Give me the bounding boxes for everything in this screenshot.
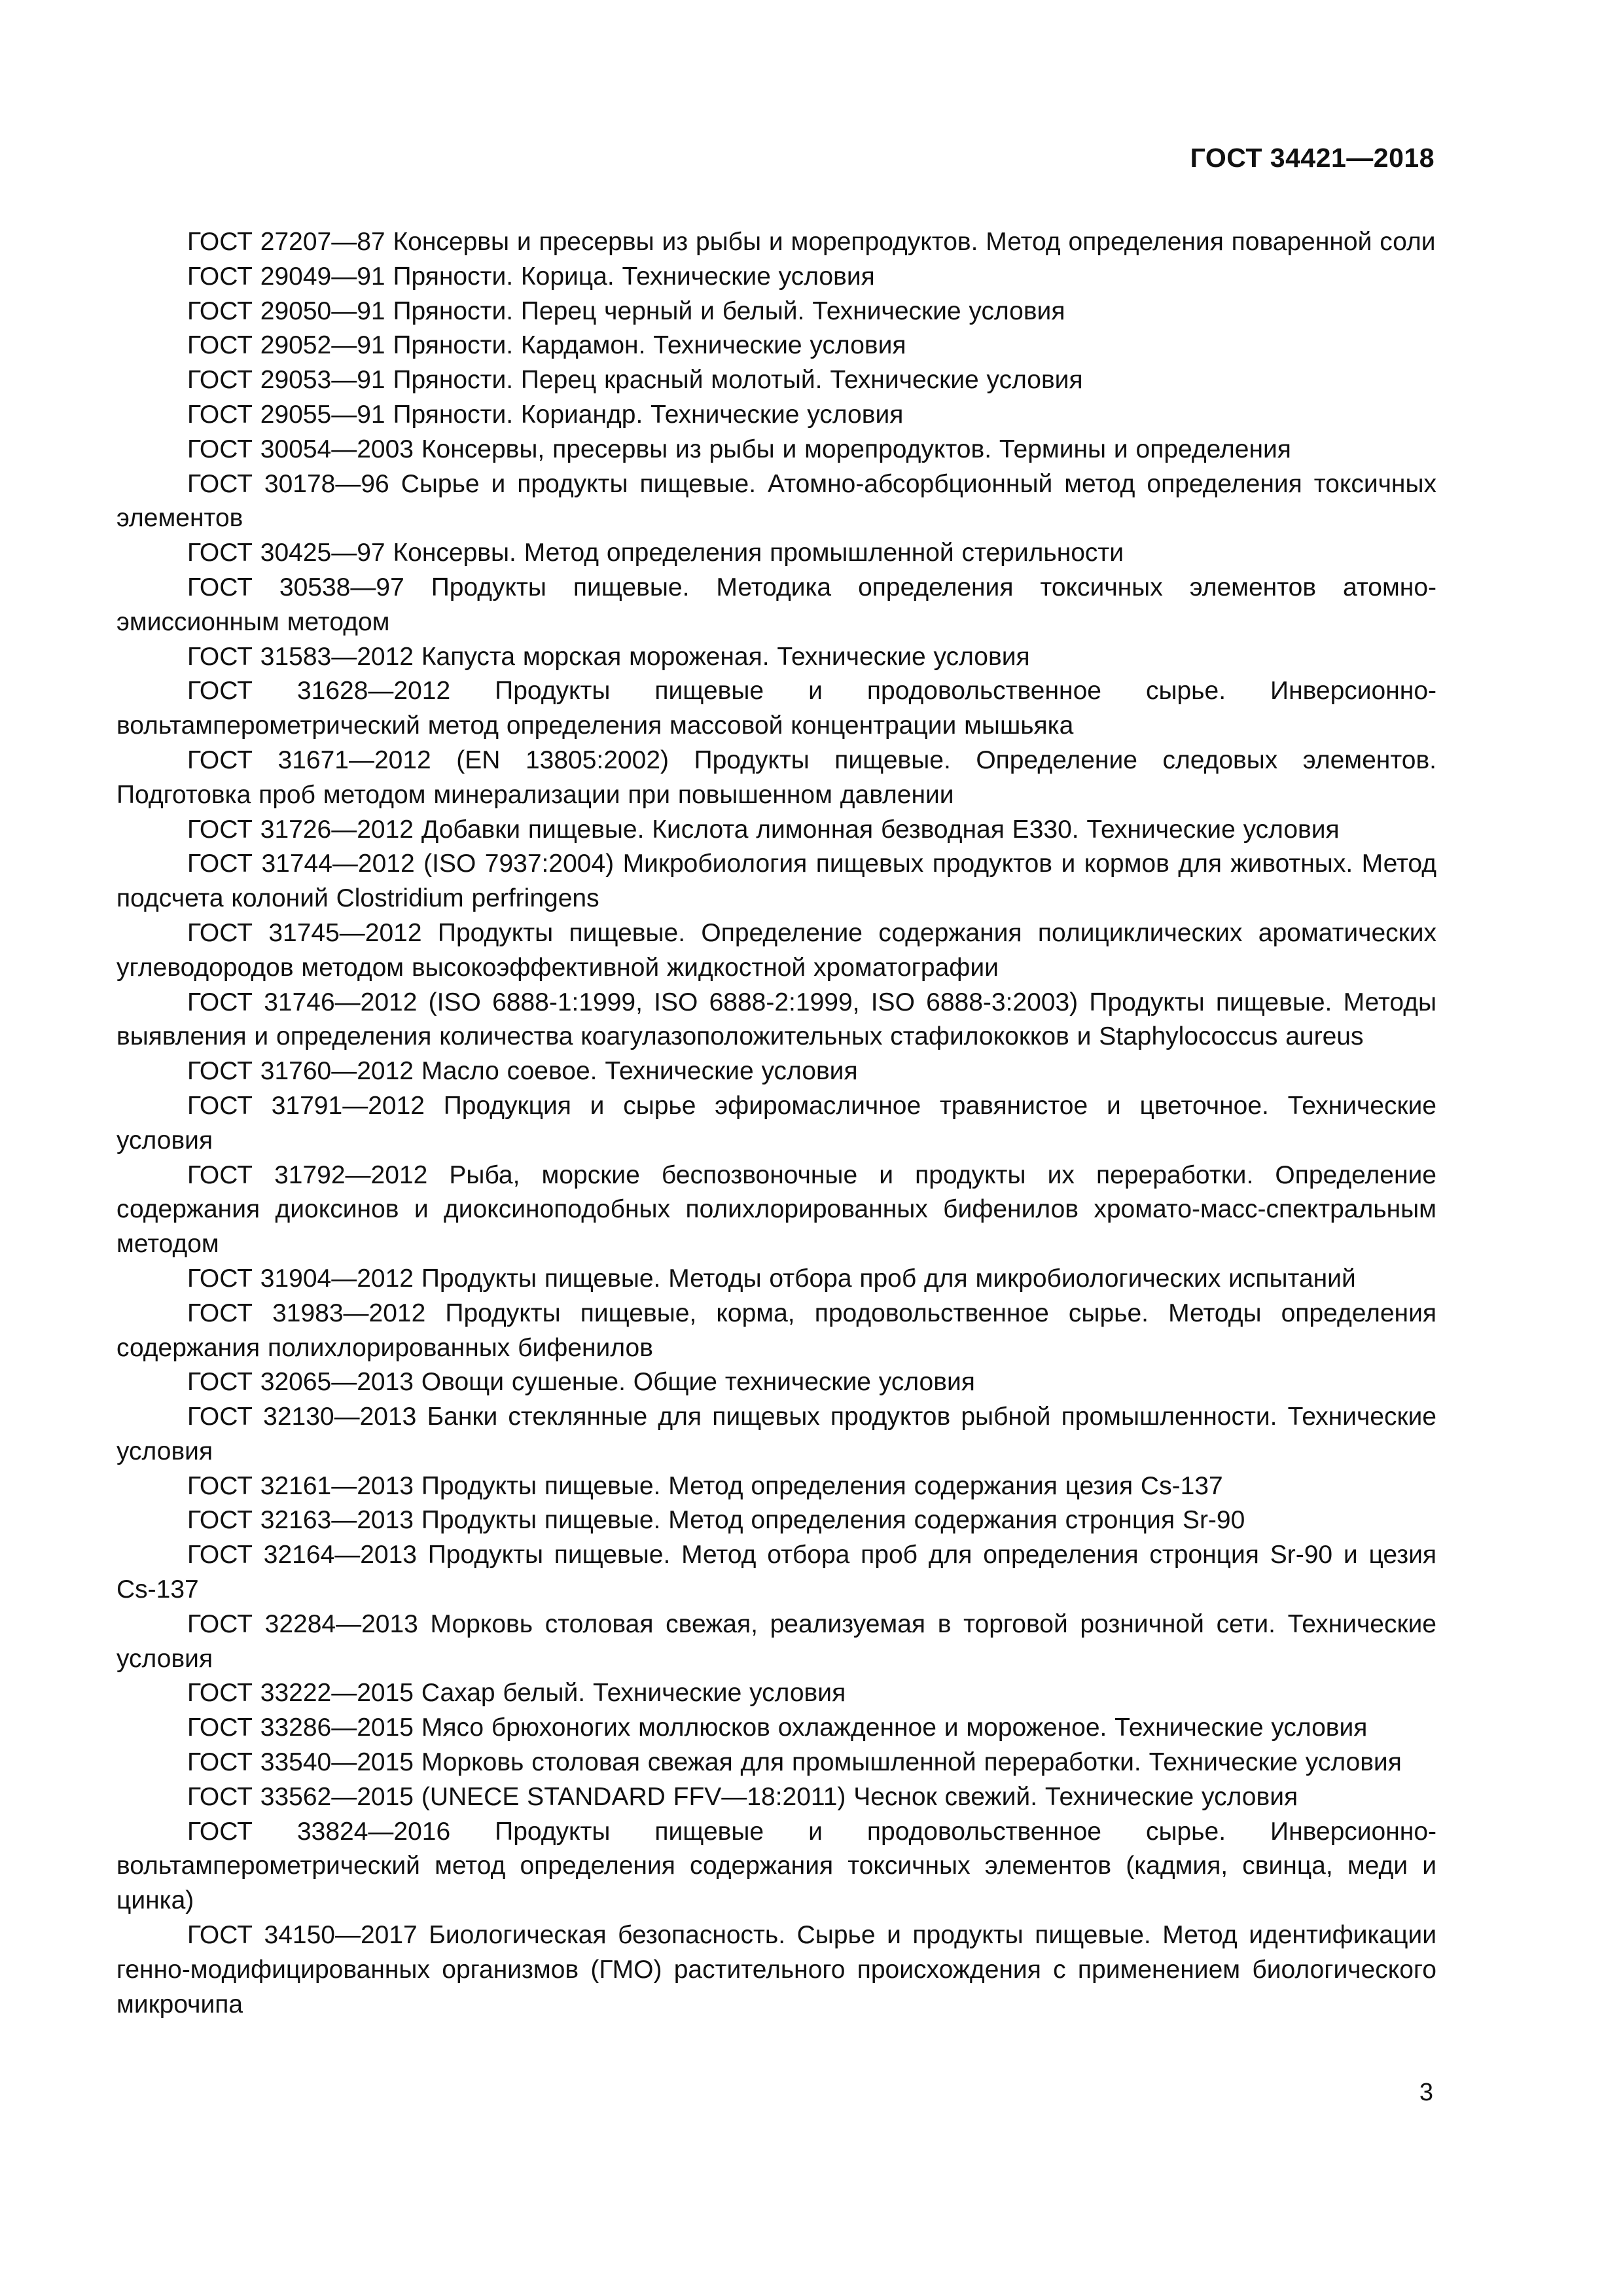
reference-item: ГОСТ 31583—2012 Капуста морская мороженая. Технические условия xyxy=(187,642,1030,671)
reference-item: ГОСТ 31792—2012 Рыба, морские беспозвоночные и продукты их переработки. Определение содержания диоксинов и диоксиноподобных полихлорированных бифенилов хромато-масс-спектральным методом xyxy=(116,1160,1436,1259)
reference-item: ГОСТ 31628—2012 Продукты пищевые и продовольственное сырье. Инверсионно-вольтамперометрический метод определения массовой концентрации мышьяка xyxy=(116,677,1436,740)
reference-item: ГОСТ 29055—91 Пряности. Кориандр. Технические условия xyxy=(187,400,904,429)
reference-item: ГОСТ 29052—91 Пряности. Кардамон. Технические условия xyxy=(187,331,906,360)
reference-item: ГОСТ 32065—2013 Овощи сушеные. Общие технические условия xyxy=(187,1368,975,1397)
document-code-header: ГОСТ 34421—2018 xyxy=(1190,143,1435,173)
reference-item: ГОСТ 33286—2015 Мясо брюхоногих моллюсков охлажденное и мороженое. Технические условия xyxy=(187,1713,1368,1742)
page-number: 3 xyxy=(1419,2079,1433,2106)
reference-item: ГОСТ 31760—2012 Масло соевое. Технические условия xyxy=(187,1057,858,1086)
reference-item: ГОСТ 33824—2016 Продукты пищевые и продовольственное сырье. Инверсионно-вольтамперометрический метод определения содержания токсичных элементов (кадмия, свинца, меди и цинка) xyxy=(116,1817,1436,1915)
reference-item: ГОСТ 30425—97 Консервы. Метод определения промышленной стерильности xyxy=(187,539,1124,567)
reference-item: ГОСТ 27207—87 Консервы и пресервы из рыбы и морепродуктов. Метод определения поваренной соли xyxy=(187,228,1436,256)
reference-item: ГОСТ 32163—2013 Продукты пищевые. Метод определения содержания стронция Sr-90 xyxy=(187,1506,1245,1535)
reference-item: ГОСТ 31904—2012 Продукты пищевые. Методы отбора проб для микробиологических испытаний xyxy=(187,1264,1356,1293)
reference-item: ГОСТ 32161—2013 Продукты пищевые. Метод определения содержания цезия Cs-137 xyxy=(187,1471,1223,1500)
reference-item: ГОСТ 29053—91 Пряности. Перец красный молотый. Технические условия xyxy=(187,366,1083,395)
normative-references-list xyxy=(116,225,1436,2022)
reference-item: ГОСТ 32164—2013 Продукты пищевые. Метод отбора проб для определения стронция Sr-90 и цезия Cs-137 xyxy=(116,1541,1436,1604)
reference-item: ГОСТ 31671—2012 (EN 13805:2002) Продукты пищевые. Определение следовых элементов. Подготовка проб методом минерализации при повышенном давлении xyxy=(116,745,1436,809)
reference-item: ГОСТ 31791—2012 Продукция и сырье эфиромасличное травянистое и цветочное. Технические условия xyxy=(116,1091,1436,1155)
reference-item: ГОСТ 33562—2015 (UNECE STANDARD FFV—18:2011) Чеснок свежий. Технические условия xyxy=(187,1782,1298,1811)
reference-item: ГОСТ 30178—96 Сырье и продукты пищевые. Атомно-абсорбционный метод определения токсичных элементов xyxy=(116,469,1436,533)
reference-item: ГОСТ 32130—2013 Банки стеклянные для пищевых продуктов рыбной промышленности. Технические условия xyxy=(116,1403,1436,1465)
reference-item: ГОСТ 31745—2012 Продукты пищевые. Определение содержания полициклических ароматических углеводородов методом высокоэффективной жидкостной хроматографии xyxy=(116,918,1436,982)
reference-item: ГОСТ 32284—2013 Морковь столовая свежая, реализуемая в торговой розничной сети. Технические условия xyxy=(116,1609,1436,1673)
reference-item: ГОСТ 29050—91 Пряности. Перец черный и белый. Технические условия xyxy=(187,296,1065,325)
reference-item: ГОСТ 31983—2012 Продукты пищевые, корма, продовольственное сырье. Методы определения содержания полихлорированных бифенилов xyxy=(116,1299,1436,1362)
reference-item: ГОСТ 31744—2012 (ISO 7937:2004) Микробиология пищевых продуктов и кормов для животных. Метод подсчета колоний Clostridium perfringens xyxy=(116,850,1436,913)
reference-item: ГОСТ 33540—2015 Морковь столовая свежая для промышленной переработки. Технические условия xyxy=(187,1748,1402,1777)
reference-item: ГОСТ 33222—2015 Сахар белый. Технические условия xyxy=(187,1679,846,1708)
reference-item: ГОСТ 31746—2012 (ISO 6888-1:1999, ISO 6888-2:1999, ISO 6888-3:2003) Продукты пищевые. Методы выявления и определения количества коагулазоположительных стафилококков и Staphylococcus aureus xyxy=(116,988,1436,1051)
reference-item: ГОСТ 29049—91 Пряности. Корица. Технические условия xyxy=(187,262,875,291)
reference-item: ГОСТ 34150—2017 Биологическая безопасность. Сырье и продукты пищевые. Метод идентификации генно-модифицированных организмов (ГМО) растительного происхождения с применением биологического микрочипа xyxy=(116,1921,1436,2018)
reference-item: ГОСТ 30054—2003 Консервы, пресервы из рыбы и морепродуктов. Термины и определения xyxy=(187,435,1291,463)
reference-item: ГОСТ 30538—97 Продукты пищевые. Методика определения токсичных элементов атомно-эмиссионным методом xyxy=(116,573,1436,636)
reference-item: ГОСТ 31726—2012 Добавки пищевые. Кислота лимонная безводная Е330. Технические условия xyxy=(187,815,1340,844)
